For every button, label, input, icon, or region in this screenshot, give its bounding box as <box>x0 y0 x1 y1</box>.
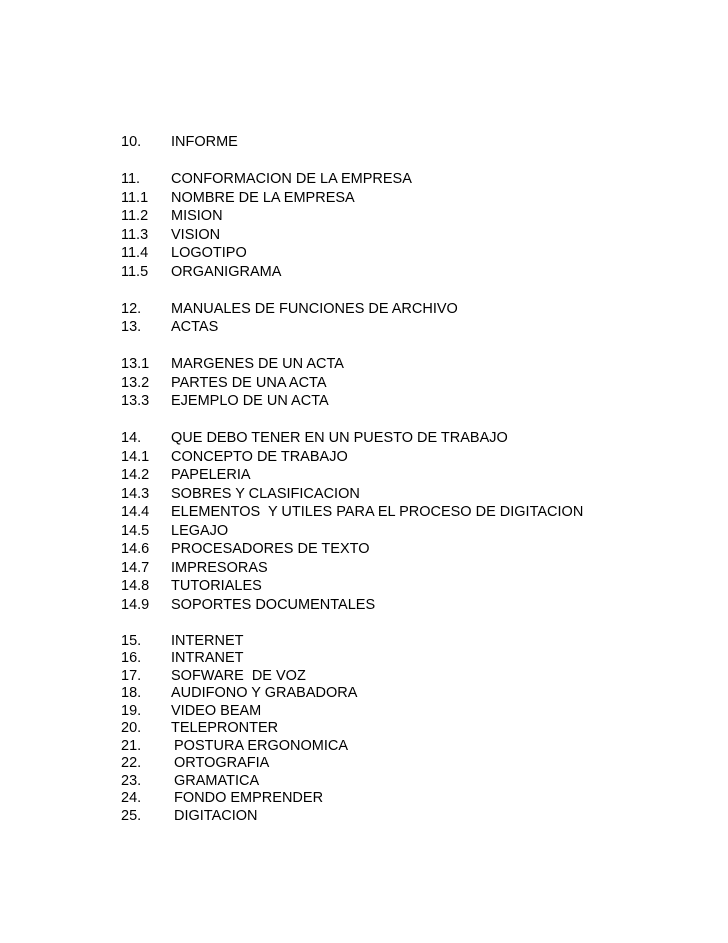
toc-label: INFORME <box>171 134 238 150</box>
toc-number: 19. <box>121 702 142 719</box>
toc-line <box>121 466 681 485</box>
toc-number: 20. <box>121 720 142 736</box>
toc-line <box>121 773 681 791</box>
toc-line <box>121 790 681 808</box>
toc-group-15-25 <box>121 633 681 826</box>
toc-number: 11.4 <box>121 245 149 261</box>
toc-label: SOBRES Y CLASIFICACION <box>171 485 360 502</box>
toc-group-14 <box>121 429 681 614</box>
toc-line <box>121 429 681 448</box>
toc-line <box>121 485 681 504</box>
toc-number: 14.7 <box>121 559 150 576</box>
toc-label: VISION <box>171 226 221 243</box>
toc-line <box>121 808 681 826</box>
toc-number: 14.8 <box>121 578 150 594</box>
toc-line <box>121 650 681 668</box>
toc-label: ACTAS <box>171 319 219 335</box>
toc-line <box>121 559 681 578</box>
toc-line <box>121 685 681 703</box>
toc-line <box>121 133 681 152</box>
toc-label: ORGANIGRAMA <box>171 263 282 280</box>
toc-line <box>121 522 681 541</box>
toc-line <box>121 596 681 615</box>
toc-line <box>121 318 681 337</box>
toc-number: 21. <box>121 737 142 754</box>
toc-label: CONFORMACION DE LA EMPRESA <box>171 171 412 187</box>
toc-number: 14.9 <box>121 596 150 613</box>
toc-number: 23. <box>121 772 142 789</box>
toc-label: AUDIFONO Y GRABADORA <box>171 685 358 701</box>
toc-label: INTERNET <box>171 632 244 649</box>
toc-number: 14.2 <box>121 467 150 483</box>
toc-number: 22. <box>121 755 142 771</box>
toc-number: 25. <box>121 807 142 824</box>
toc-label: TUTORIALES <box>171 578 262 594</box>
toc-label: DIGITACION <box>174 807 258 824</box>
toc-number: 11.1 <box>121 189 149 206</box>
toc-line <box>121 244 681 263</box>
toc-label: SOPORTES DOCUMENTALES <box>171 596 376 613</box>
toc-line <box>121 755 681 773</box>
toc-number: 13.2 <box>121 374 150 391</box>
toc-number: 24. <box>121 790 142 806</box>
toc-group-11 <box>121 170 681 281</box>
toc-number: 10. <box>121 134 142 150</box>
table-of-contents <box>121 133 681 825</box>
toc-label: TELEPRONTER <box>171 720 279 736</box>
toc-label: FONDO EMPRENDER <box>174 790 324 806</box>
toc-group-10 <box>121 133 681 152</box>
toc-line <box>121 374 681 393</box>
toc-number: 14. <box>121 430 142 446</box>
toc-label: NOMBRE DE LA EMPRESA <box>171 189 355 206</box>
toc-number: 14.4 <box>121 504 150 520</box>
toc-line <box>121 170 681 189</box>
toc-number: 17. <box>121 667 142 684</box>
toc-number: 13. <box>121 319 142 335</box>
toc-number: 11. <box>121 171 141 187</box>
toc-label: IMPRESORAS <box>171 559 268 576</box>
toc-number: 13.3 <box>121 393 150 409</box>
toc-line <box>121 540 681 559</box>
toc-line <box>121 207 681 226</box>
toc-label: GRAMATICA <box>174 772 260 789</box>
toc-number: 14.1 <box>121 448 150 465</box>
toc-label: PAPELERIA <box>171 467 251 483</box>
toc-label: CONCEPTO DE TRABAJO <box>171 448 348 465</box>
toc-label: ORTOGRAFIA <box>174 755 270 771</box>
toc-label: LOGOTIPO <box>171 245 247 261</box>
toc-group-13-sub <box>121 355 681 411</box>
toc-label: VIDEO BEAM <box>171 702 262 719</box>
toc-group-12-13 <box>121 300 681 337</box>
toc-number: 14.5 <box>121 522 150 539</box>
toc-label: INTRANET <box>171 650 244 666</box>
toc-label: QUE DEBO TENER EN UN PUESTO DE TRABAJO <box>171 430 508 446</box>
toc-label: EJEMPLO DE UN ACTA <box>171 393 329 409</box>
toc-number: 15. <box>121 632 142 649</box>
toc-number: 14.6 <box>121 541 150 557</box>
toc-number: 13.1 <box>121 356 150 372</box>
toc-line <box>121 263 681 282</box>
toc-line <box>121 720 681 738</box>
toc-label: POSTURA ERGONOMICA <box>174 737 349 754</box>
toc-label: MISION <box>171 208 223 224</box>
toc-line <box>121 300 681 319</box>
toc-line <box>121 503 681 522</box>
toc-number: 16. <box>121 650 142 666</box>
toc-label: SOFWARE DE VOZ <box>171 667 306 684</box>
toc-label: MARGENES DE UN ACTA <box>171 356 344 372</box>
toc-label: LEGAJO <box>171 522 229 539</box>
toc-number: 11.2 <box>121 208 149 224</box>
toc-line <box>121 448 681 467</box>
toc-line <box>121 355 681 374</box>
toc-number: 11.5 <box>121 263 149 280</box>
toc-line <box>121 633 681 651</box>
toc-line <box>121 668 681 686</box>
toc-line <box>121 738 681 756</box>
toc-number: 18. <box>121 685 142 701</box>
toc-number: 11.3 <box>121 226 149 243</box>
toc-line <box>121 703 681 721</box>
toc-number: 14.3 <box>121 485 150 502</box>
toc-line <box>121 392 681 411</box>
toc-label: PROCESADORES DE TEXTO <box>171 541 370 557</box>
toc-line <box>121 189 681 208</box>
toc-line <box>121 226 681 245</box>
toc-label: ELEMENTOS Y UTILES PARA EL PROCESO DE DIGITACION <box>171 504 584 520</box>
toc-number: 12. <box>121 300 142 317</box>
toc-line <box>121 577 681 596</box>
toc-label: MANUALES DE FUNCIONES DE ARCHIVO <box>171 300 458 317</box>
toc-label: PARTES DE UNA ACTA <box>171 374 327 391</box>
